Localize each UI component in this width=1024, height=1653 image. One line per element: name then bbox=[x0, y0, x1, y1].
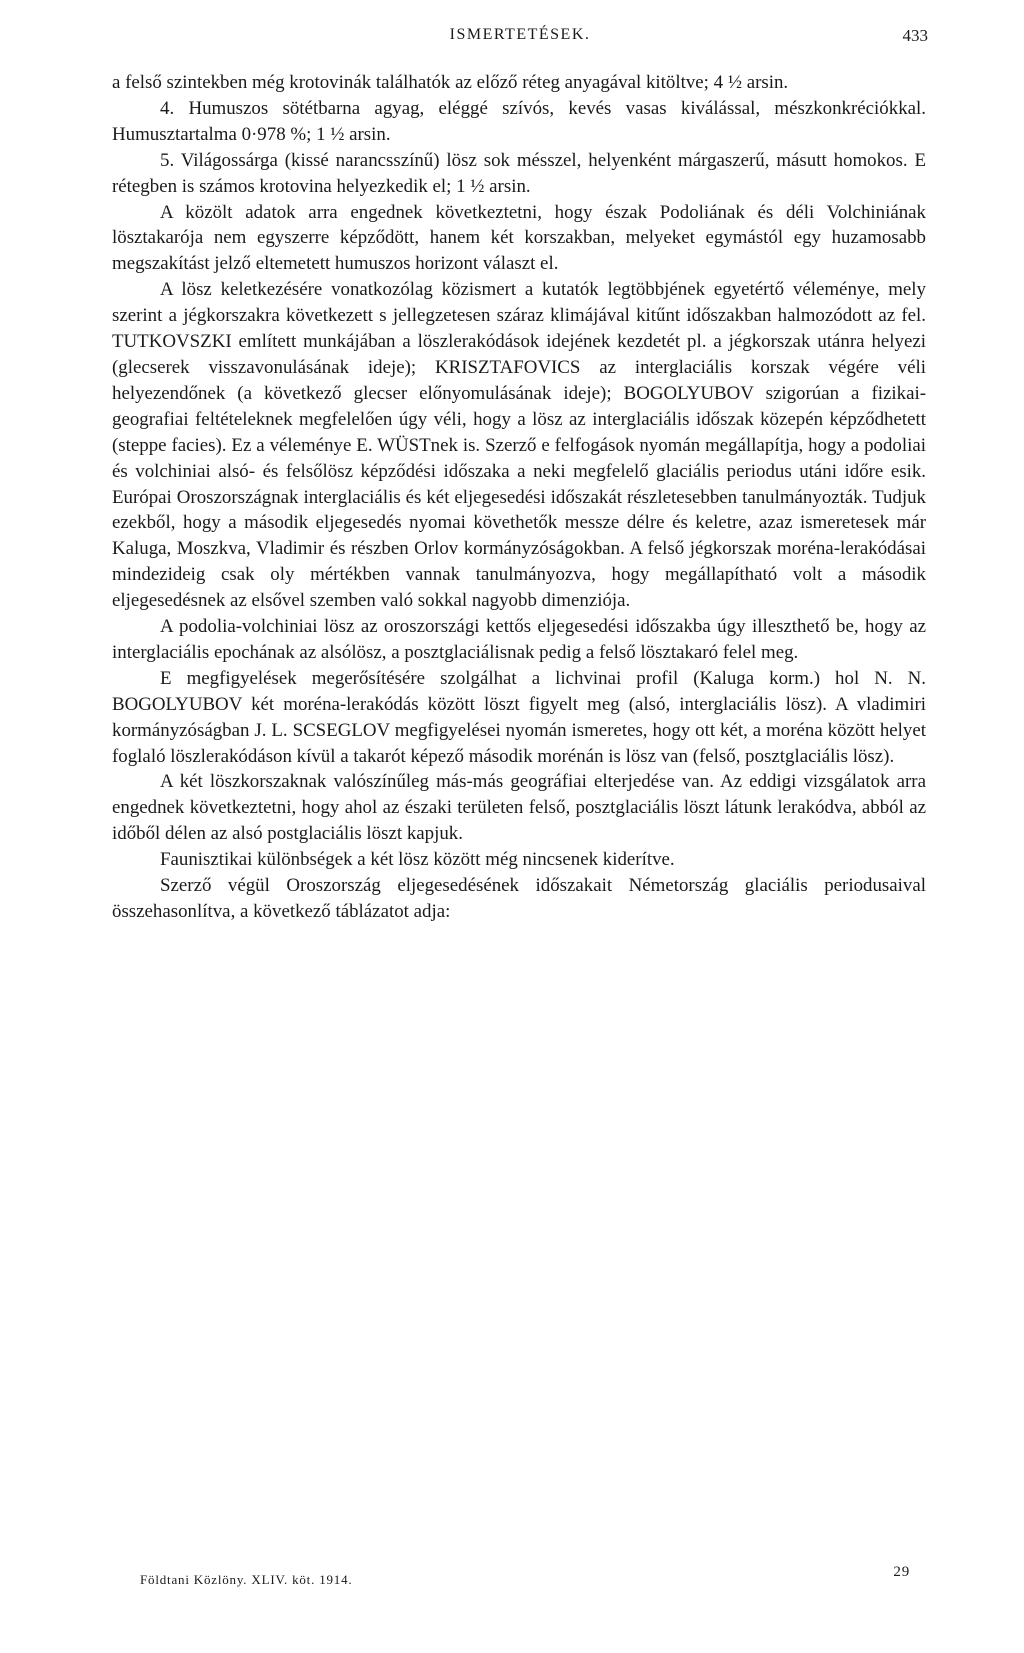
body-text bbox=[112, 70, 926, 925]
paragraph: 5. Világossárga (kissé narancsszínű) lösz sok mésszel, helyenként márgaszerű, másutt homokos. E rétegben is számos krotovina helyezkedik el; 1 ½ arsin. bbox=[112, 149, 926, 197]
paragraph: Szerző végül Oroszország eljegesedésének időszakait Németország glaciális periodusaival összehasonlítva, a következő táblázatot adja: bbox=[112, 875, 926, 922]
paragraph: A lösz keletkezésére vonatkozólag közismert a kutatók legtöbbjének egyetértő véleménye, mely szerint a jégkorszakra következett s jellegzetesen száraz klimájával kitűnt időszakban halmozódott az fel. TUTKOVSZKI említett munkájában a löszlerakódások idejének kezdetét pl. a jégkorszak utánra helyezi (glecserek visszavonulásának ideje); KRISZTAFOVICS az interglaciális korszak végére véli helyezendőnek (a következő glecser előnyomulásának ideje); BOGOLYUBOV szigorúan a fizikai-geografiai feltételeknek megfelelően úgy véli, hogy a lösz az interglaciális időszak közepén képződhetett (steppe facies). Ez a véleménye E. WÜSTnek is. Szerző e felfogások nyomán megállapítja, hogy a podoliai és volchiniai alsó- és felsőlösz képződési időszaka a neki megfelelő glaciális periodus utáni időre esik. Európai Oroszországnak interglaciális és két eljegesedési időszakát részletesebben tanulmányozták. Tudjuk ezekből, hogy a második eljegesedés nyomai követhetők messze délre és keletre, azaz ismeretesek már Kaluga, Moszkva, Vladimir és részben Orlov kormányzóságokban. A felső jégkorszak moréna-lerakódásai mindezideig csak oly mértékben vannak tanulmányozva, hogy megállapítható volt a második eljegesedésnek az elsővel szemben való sokkal nagyobb dimenziója. bbox=[112, 279, 926, 612]
running-title: ISMERTETÉSEK. bbox=[449, 26, 591, 43]
paragraph: 4. Humuszos sötétbarna agyag, eléggé szívós, kevés vasas kiválással, mészkonkréciókkal. Humusztartalma 0·978 %; 1 ½ arsin. bbox=[112, 97, 926, 145]
page-number: 433 bbox=[902, 26, 928, 45]
paragraph: A közölt adatok arra engednek következtetni, hogy észak Podoliának és déli Volchiniának lösztakarója nem egyszerre képződött, hanem két korszakban, melyeket egymástól egy huzamosabb megszakítást jelző eltemetett humuszos horizont választ el. bbox=[112, 201, 926, 275]
paragraph: A podolia-volchiniai lösz az oroszországi kettős eljegesedési időszakba úgy illeszthető be, hogy az interglaciális epochának az alsólösz, a posztglaciálisnak pedig a felső lösztakaró felel meg. bbox=[112, 616, 926, 663]
page-header bbox=[112, 26, 928, 50]
paragraph: A két löszkorszaknak valószínűleg más-más geográfiai elterjedése van. Az eddigi vizsgálatok arra engednek következtetni, hogy ahol az északi területen felső, posztglaciális löszt látunk lerakódva, abból az időből délen az alsó postglaciális löszt kapjuk. bbox=[112, 771, 926, 845]
paragraph: E megfigyelések megerősítésére szolgálhat a lichvinai profil (Kaluga korm.) hol N. N. BOGOLYUBOV két moréna-lerakódás között löszt figyelt meg (alsó, interglaciális lösz). A vladimiri kormányzóságban J. L. SCSEGLOV megfigyelései nyomán ismeretes, hogy ott két, a moréna között helyet foglaló löszlerakódáson kívül a takarót képező második morénán is lösz van (felső, posztglaciális lösz). bbox=[112, 667, 926, 767]
page-footer bbox=[140, 1564, 910, 1594]
journal-citation: Földtani Közlöny. XLIV. köt. 1914. bbox=[140, 1572, 353, 1587]
sheet-number: 29 bbox=[893, 1564, 910, 1580]
paragraph: a felső szintekben még krotovinák találhatók az előző réteg anyagával kitöltve; 4 ½ arsin. bbox=[112, 72, 789, 93]
paragraph: Faunisztikai különbségek a két lösz között még nincsenek kiderítve. bbox=[160, 849, 675, 871]
